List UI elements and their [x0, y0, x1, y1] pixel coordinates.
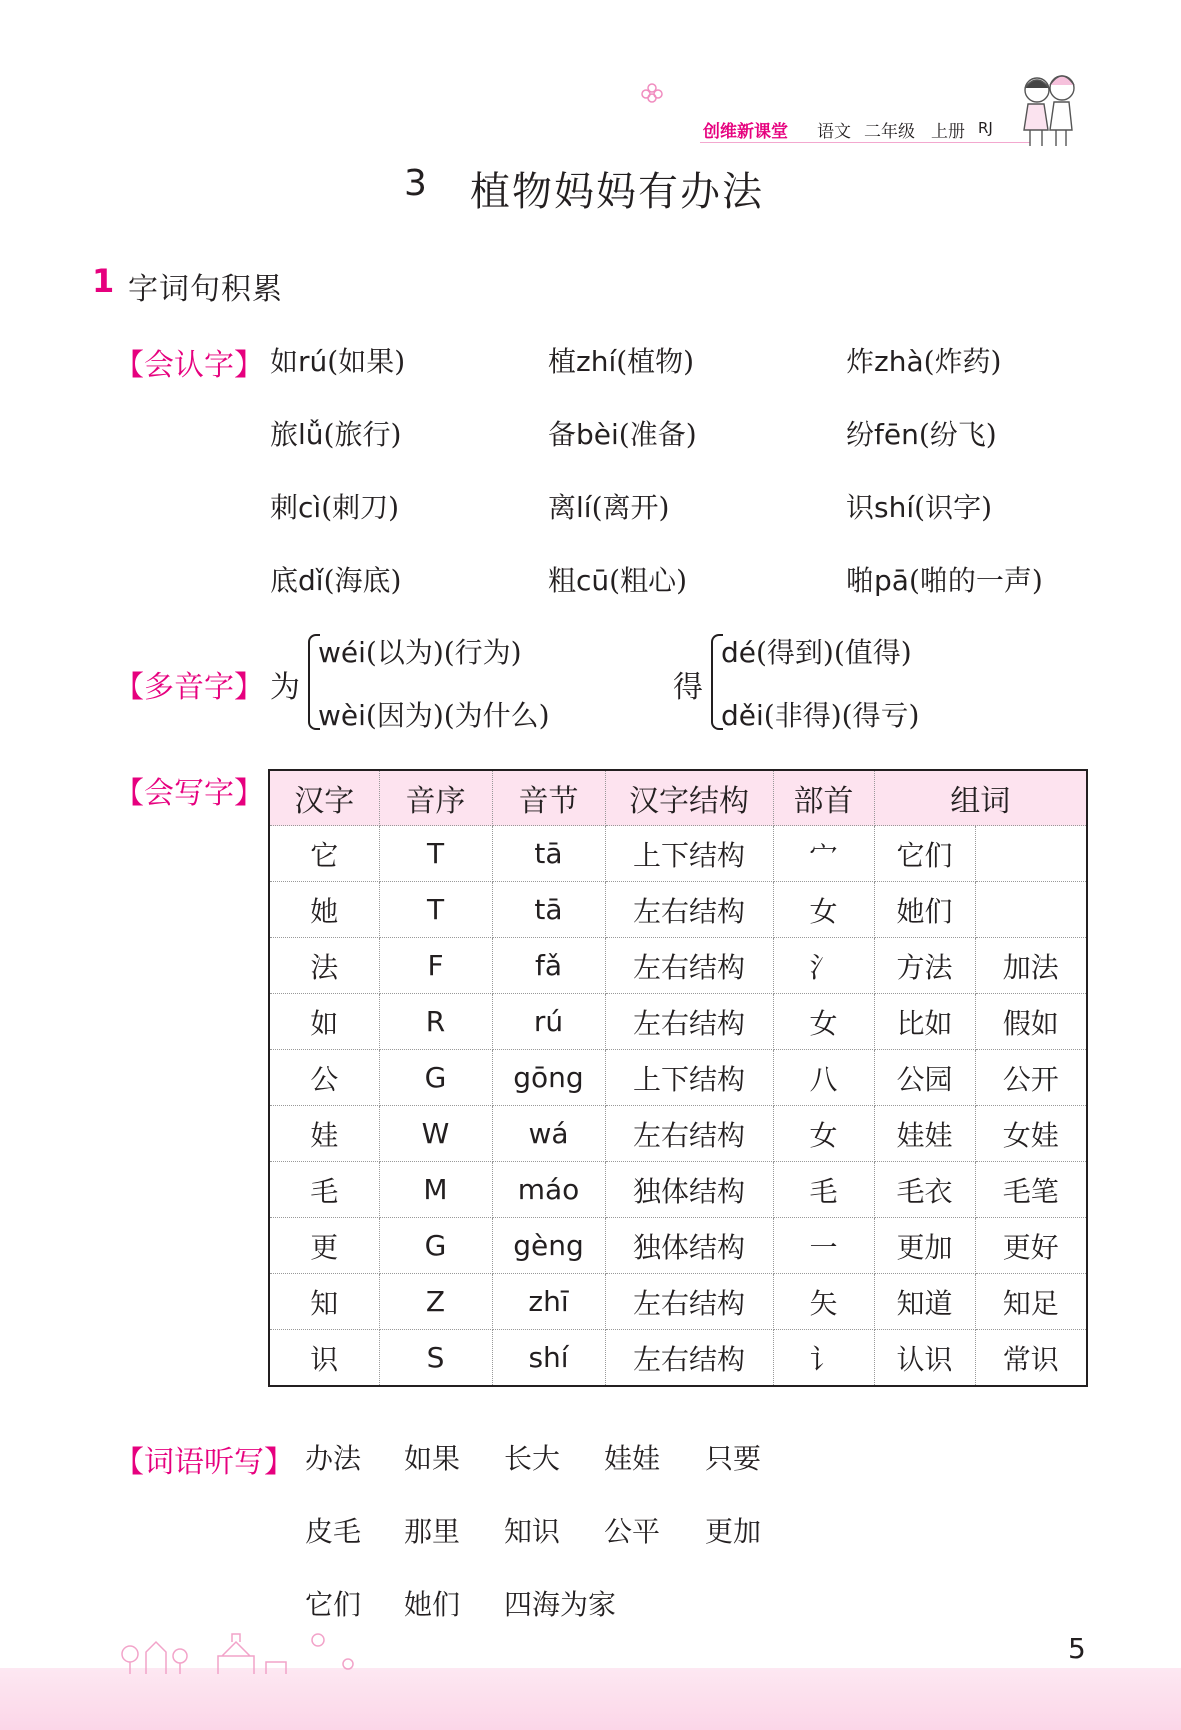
cell-word: 认识 — [874, 1330, 975, 1387]
dictation-word: 皮毛 — [305, 1515, 362, 1548]
entry-char: 植 — [548, 345, 577, 378]
cell-char: 更 — [269, 1218, 379, 1274]
cell-word: 假如 — [975, 994, 1087, 1050]
cell-word — [975, 826, 1087, 882]
recognize-entry — [270, 559, 401, 599]
reading-words: (以为)(行为) — [365, 636, 522, 669]
entry-char: 炸 — [846, 345, 875, 378]
recognize-entry — [846, 340, 1001, 380]
cell-radical: 八 — [773, 1050, 874, 1106]
entry-pinyin: lí — [576, 491, 592, 524]
cell-initial: S — [379, 1330, 492, 1387]
polyphonic-char: 得 — [673, 670, 703, 705]
cell-char: 它 — [269, 826, 379, 882]
polyphonic-tag: 【多音字】 — [114, 670, 264, 705]
cell-word: 女娃 — [975, 1106, 1087, 1162]
cell-word: 方法 — [874, 938, 975, 994]
page-number: 5 — [1068, 1632, 1086, 1665]
entry-char: 刺 — [270, 491, 299, 524]
polyphonic-reading — [318, 694, 550, 734]
cell-word: 更加 — [874, 1218, 975, 1274]
section-number: 1 — [92, 262, 115, 300]
entry-word: (离开) — [591, 491, 670, 524]
cell-char: 如 — [269, 994, 379, 1050]
entry-char: 如 — [270, 345, 299, 378]
entry-pinyin: rú — [298, 345, 328, 378]
header-divider — [700, 142, 1030, 143]
entry-char: 粗 — [548, 564, 577, 597]
dictation-word: 公平 — [604, 1515, 661, 1548]
entry-pinyin: cì — [298, 491, 322, 524]
children-illustration-icon — [1010, 70, 1090, 152]
cell-structure: 左右结构 — [605, 994, 773, 1050]
cell-char: 她 — [269, 882, 379, 938]
entry-word: (旅行) — [323, 418, 402, 451]
dictation-word: 她们 — [404, 1588, 461, 1621]
cell-initial: F — [379, 938, 492, 994]
cell-word: 知道 — [874, 1274, 975, 1330]
cell-word: 毛衣 — [874, 1162, 975, 1218]
cell-radical: 宀 — [773, 826, 874, 882]
cell-structure: 独体结构 — [605, 1162, 773, 1218]
cell-char: 毛 — [269, 1162, 379, 1218]
cell-word: 更好 — [975, 1218, 1087, 1274]
reading-pinyin: wéi — [318, 636, 366, 669]
cell-initial: M — [379, 1162, 492, 1218]
polyphonic-reading — [721, 694, 919, 734]
cell-structure: 独体结构 — [605, 1218, 773, 1274]
entry-word: (海底) — [323, 564, 402, 597]
cell-radical: 一 — [773, 1218, 874, 1274]
cell-radical: 矢 — [773, 1274, 874, 1330]
flower-decoration-icon — [640, 82, 664, 104]
dictation-word: 四海为家 — [504, 1588, 617, 1621]
cell-char: 知 — [269, 1274, 379, 1330]
recognize-entry — [846, 559, 1043, 599]
entry-char: 纷 — [846, 418, 875, 451]
cell-structure: 左右结构 — [605, 1330, 773, 1387]
cell-pinyin: gèng — [492, 1218, 605, 1274]
recognize-entry — [846, 413, 997, 453]
dictation-word: 长大 — [504, 1442, 561, 1475]
cell-pinyin: tā — [492, 826, 605, 882]
entry-pinyin: zhà — [874, 345, 924, 378]
cell-radical: 女 — [773, 994, 874, 1050]
cell-structure: 上下结构 — [605, 1050, 773, 1106]
dictation-word: 只要 — [705, 1442, 762, 1475]
cell-word: 知足 — [975, 1274, 1087, 1330]
dictation-word: 娃娃 — [604, 1442, 661, 1475]
entry-pinyin: fēn — [874, 418, 919, 451]
entry-pinyin: cū — [576, 564, 610, 597]
cell-radical: 讠 — [773, 1330, 874, 1387]
table-row — [269, 1050, 1087, 1106]
table-row — [269, 1330, 1087, 1387]
header-edition: RJ — [978, 119, 993, 137]
entry-word: (炸药) — [923, 345, 1002, 378]
entry-pinyin: bèi — [576, 418, 619, 451]
header-yinjie: 音节 — [492, 770, 605, 826]
cell-word: 加法 — [975, 938, 1087, 994]
header-grade: 二年级 — [864, 122, 915, 142]
table-header-row — [269, 770, 1087, 826]
table-row — [269, 1106, 1087, 1162]
recognize-entry — [548, 340, 694, 380]
header-structure: 汉字结构 — [605, 770, 773, 826]
cell-word: 她们 — [874, 882, 975, 938]
dictation-tag: 【词语听写】 — [114, 1445, 294, 1480]
cell-word: 它们 — [874, 826, 975, 882]
write-tag: 【会写字】 — [114, 776, 264, 811]
recognize-entry — [270, 486, 399, 526]
reading-pinyin: wèi — [318, 699, 366, 732]
cell-pinyin: rú — [492, 994, 605, 1050]
table-row — [269, 994, 1087, 1050]
dictation-word: 如果 — [404, 1442, 461, 1475]
cell-structure: 上下结构 — [605, 826, 773, 882]
dictation-word: 办法 — [305, 1442, 362, 1475]
header-yinxu: 音序 — [379, 770, 492, 826]
cell-radical: 女 — [773, 1106, 874, 1162]
reading-words: (因为)(为什么) — [365, 699, 550, 732]
entry-word: (纷飞) — [918, 418, 997, 451]
cell-initial: T — [379, 882, 492, 938]
entry-word: (识字) — [914, 491, 992, 524]
entry-pinyin: zhí — [576, 345, 617, 378]
table-row — [269, 826, 1087, 882]
cell-pinyin: máo — [492, 1162, 605, 1218]
entry-char: 备 — [548, 418, 577, 451]
cell-initial: Z — [379, 1274, 492, 1330]
polyphonic-reading — [721, 631, 912, 671]
cell-initial: G — [379, 1050, 492, 1106]
entry-word: (如果) — [327, 345, 406, 378]
cell-initial: T — [379, 826, 492, 882]
reading-words: (得到)(值得) — [756, 636, 912, 669]
recognize-entry — [548, 559, 687, 599]
entry-word: (啪的一声) — [908, 564, 1043, 597]
dictation-word: 更加 — [705, 1515, 762, 1548]
cell-initial: R — [379, 994, 492, 1050]
entry-word: (准备) — [618, 418, 697, 451]
cell-word: 比如 — [874, 994, 975, 1050]
cell-structure: 左右结构 — [605, 1106, 773, 1162]
cell-char: 识 — [269, 1330, 379, 1387]
cell-initial: W — [379, 1106, 492, 1162]
reading-pinyin: děi — [721, 699, 764, 732]
entry-pinyin: shí — [874, 491, 915, 524]
section-title: 字词句积累 — [128, 272, 283, 307]
cell-structure: 左右结构 — [605, 882, 773, 938]
cell-char: 娃 — [269, 1106, 379, 1162]
dictation-word: 那里 — [404, 1515, 461, 1548]
recognize-entry — [270, 413, 401, 453]
table-row — [269, 938, 1087, 994]
write-table — [268, 769, 1088, 1387]
entry-char: 啪 — [846, 564, 875, 597]
cell-initial: G — [379, 1218, 492, 1274]
entry-pinyin: pā — [874, 564, 909, 597]
cell-char: 公 — [269, 1050, 379, 1106]
cell-pinyin: tā — [492, 882, 605, 938]
header-radical: 部首 — [773, 770, 874, 826]
town-decoration-icon — [118, 1620, 368, 1676]
recognize-tag: 【会认字】 — [114, 348, 264, 383]
cell-structure: 左右结构 — [605, 1274, 773, 1330]
entry-char: 底 — [270, 564, 299, 597]
table-row — [269, 882, 1087, 938]
dictation-word: 它们 — [305, 1588, 362, 1621]
cell-pinyin: wá — [492, 1106, 605, 1162]
header-subject: 语文 — [817, 122, 851, 142]
entry-char: 离 — [548, 491, 577, 524]
cell-char: 法 — [269, 938, 379, 994]
recognize-entry — [270, 340, 405, 380]
entry-pinyin: lǚ — [298, 418, 324, 451]
cell-pinyin: shí — [492, 1330, 605, 1387]
cell-word — [975, 882, 1087, 938]
cell-word: 娃娃 — [874, 1106, 975, 1162]
cell-radical: 女 — [773, 882, 874, 938]
table-row — [269, 1218, 1087, 1274]
cell-pinyin: fǎ — [492, 938, 605, 994]
reading-pinyin: dé — [721, 636, 756, 669]
entry-pinyin: dǐ — [298, 564, 324, 597]
entry-char: 识 — [846, 491, 875, 524]
recognize-entry — [548, 486, 669, 526]
cell-radical: 氵 — [773, 938, 874, 994]
cell-word: 公开 — [975, 1050, 1087, 1106]
entry-word: (刺刀) — [321, 491, 400, 524]
recognize-entry — [548, 413, 697, 453]
dictation-word: 知识 — [504, 1515, 561, 1548]
entry-word: (植物) — [616, 345, 695, 378]
header-volume: 上册 — [931, 122, 965, 142]
cell-word: 毛笔 — [975, 1162, 1087, 1218]
table-row — [269, 1162, 1087, 1218]
entry-word: (粗心) — [609, 564, 688, 597]
table-row — [269, 1274, 1087, 1330]
cell-pinyin: zhī — [492, 1274, 605, 1330]
recognize-entry — [846, 486, 992, 526]
polyphonic-char: 为 — [270, 670, 300, 705]
footer-band — [0, 1668, 1181, 1730]
header-words: 组词 — [874, 770, 1087, 826]
header-brand: 创维新课堂 — [703, 122, 788, 142]
header-hanzi: 汉字 — [269, 770, 379, 826]
cell-structure: 左右结构 — [605, 938, 773, 994]
lesson-title: 植物妈妈有办法 — [470, 169, 764, 215]
cell-pinyin: gōng — [492, 1050, 605, 1106]
entry-char: 旅 — [270, 418, 299, 451]
cell-word: 公园 — [874, 1050, 975, 1106]
lesson-number: 3 — [404, 163, 427, 204]
reading-words: (非得)(得亏) — [763, 699, 920, 732]
polyphonic-reading — [318, 631, 522, 671]
cell-radical: 毛 — [773, 1162, 874, 1218]
cell-word: 常识 — [975, 1330, 1087, 1387]
